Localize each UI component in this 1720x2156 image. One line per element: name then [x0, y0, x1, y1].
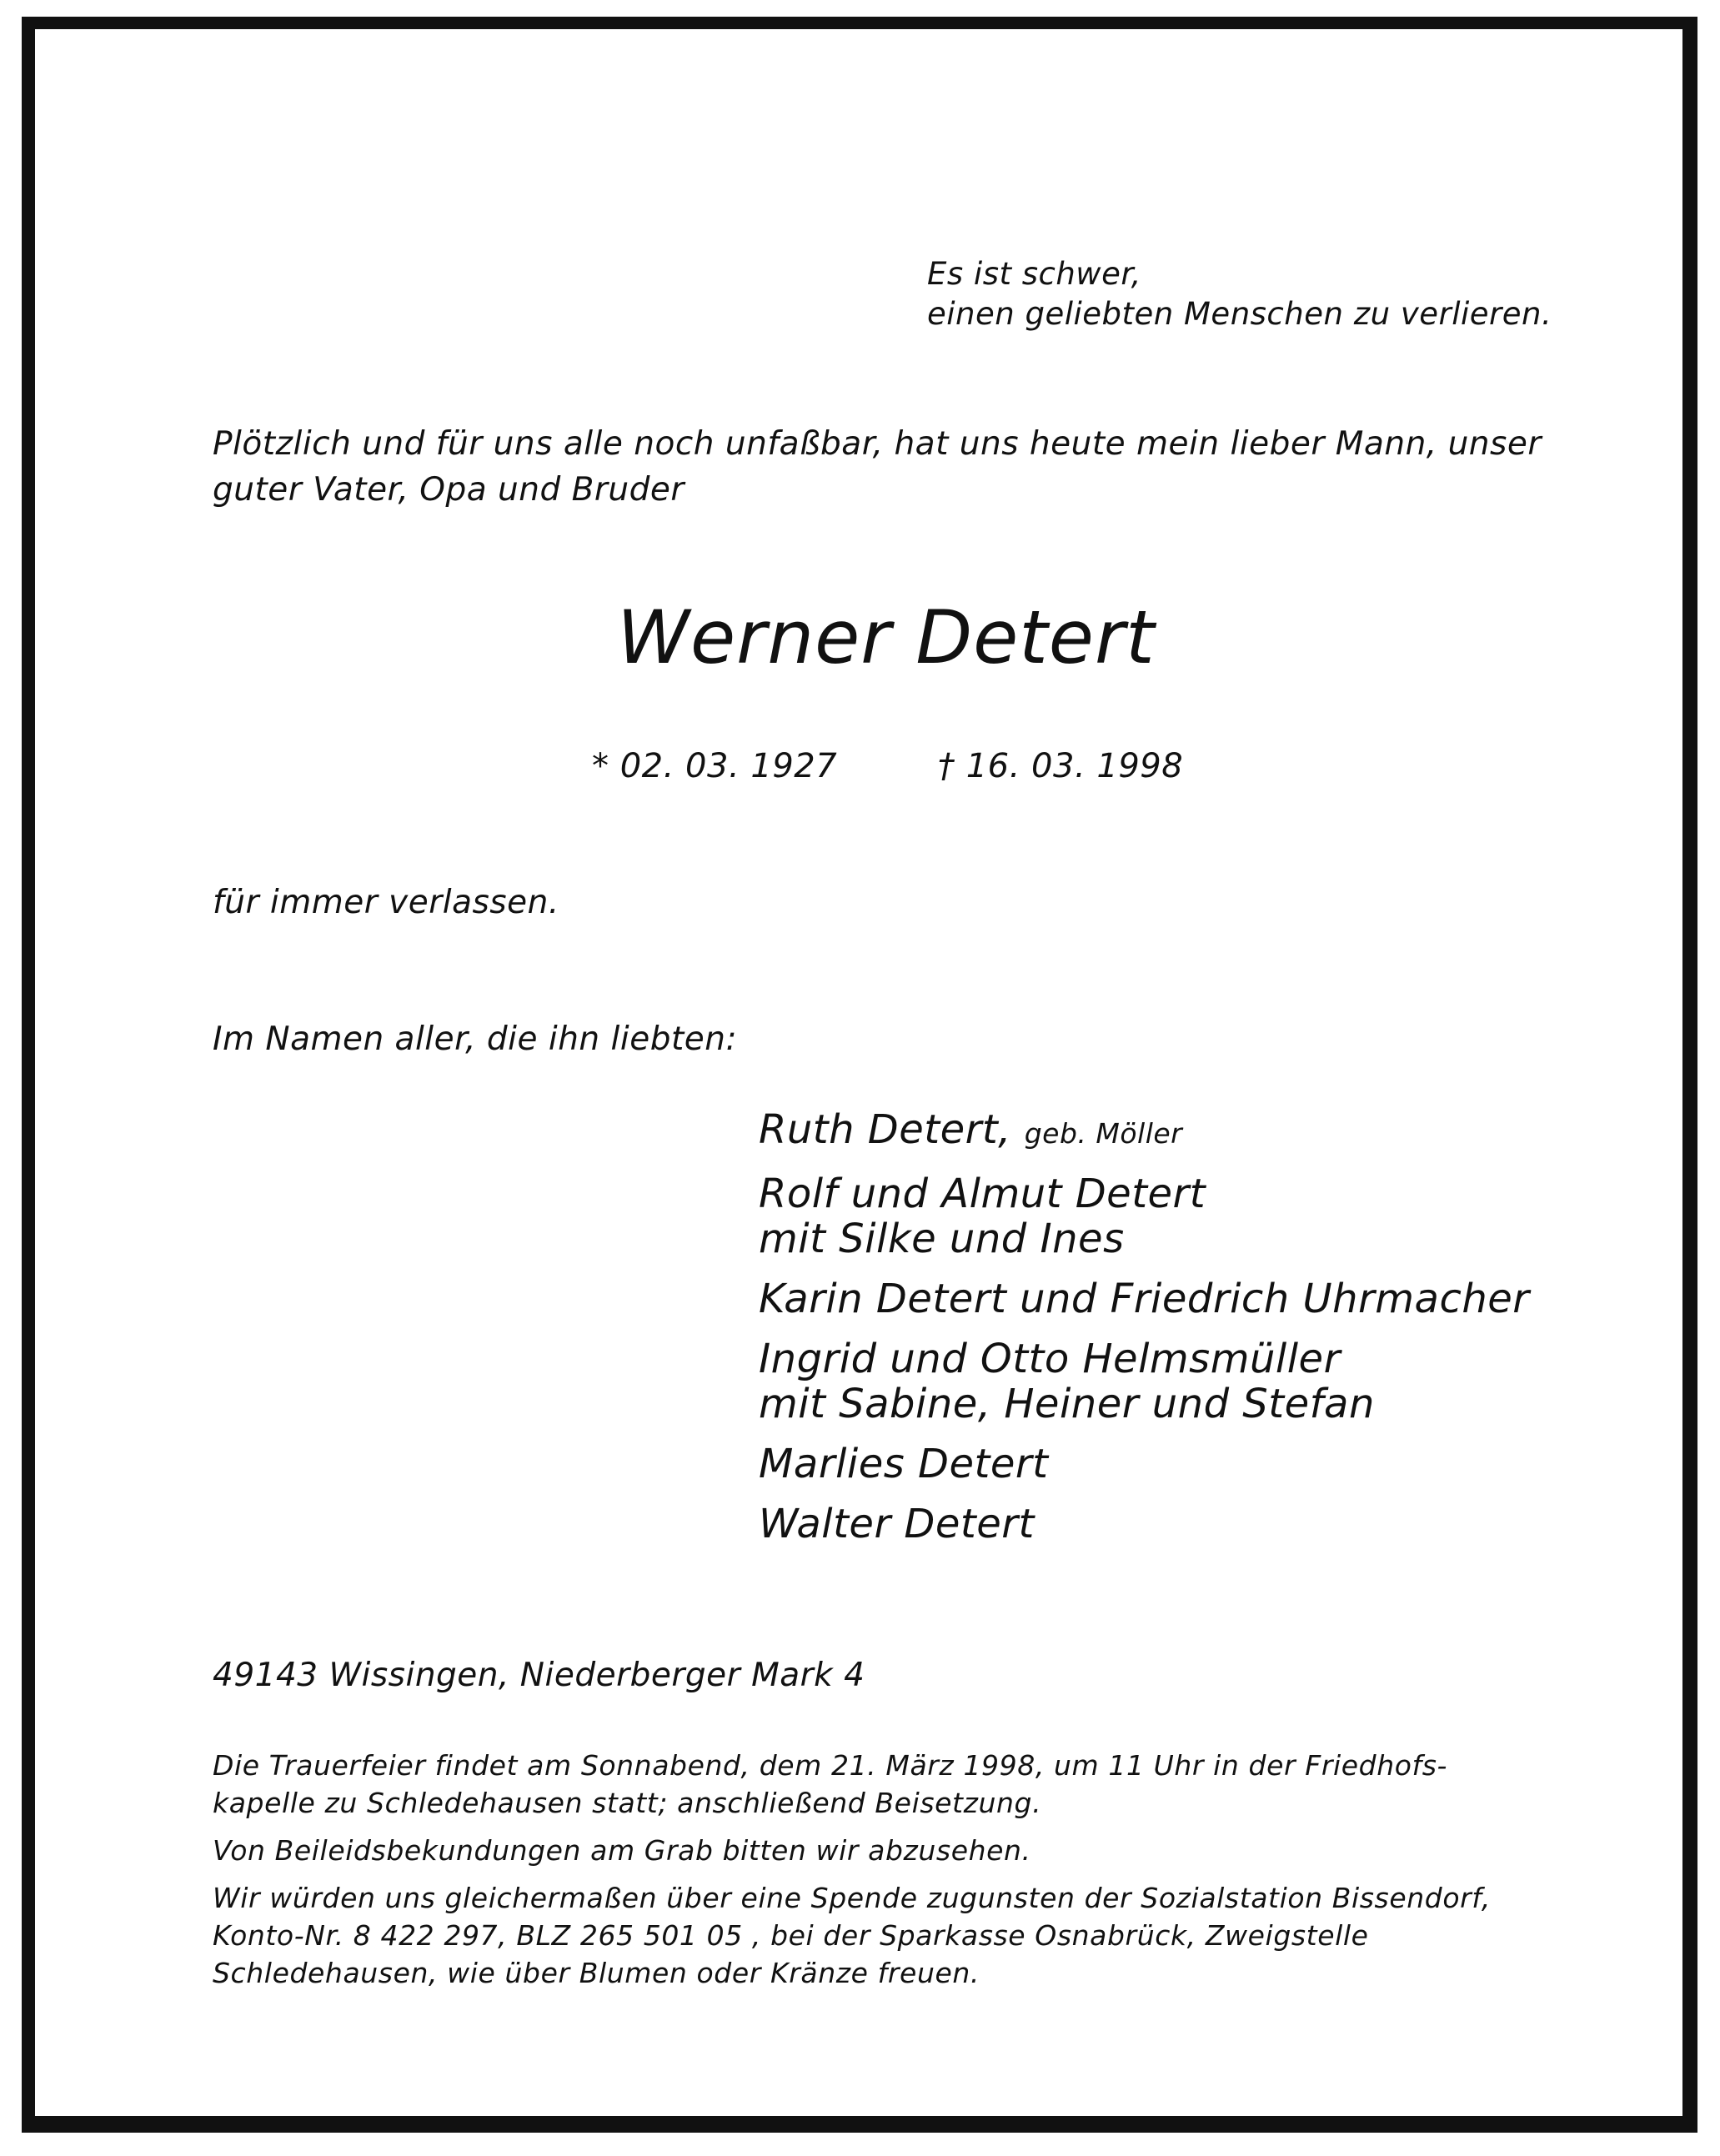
mourner-entry	[759, 1502, 1530, 1547]
motto-line-2: einen geliebten Menschen zu verlieren.	[927, 296, 1552, 332]
mourner-entry	[759, 1442, 1530, 1487]
donation-line-3: Schledehausen, wie über Blumen oder Kränze freuen.	[213, 1957, 980, 1989]
intro-line-2: guter Vater, Opa und Bruder	[213, 471, 684, 509]
death-date: † 16. 03. 1998	[938, 747, 1184, 785]
mourner-entry	[759, 1276, 1530, 1321]
funeral-line-2: kapelle zu Schledehausen statt; anschließend Beisetzung.	[213, 1787, 1042, 1819]
donation-line-2: Konto-Nr. 8 422 297, BLZ 265 501 05 , bei der Sparkasse Osnabrück, Zweigstelle	[213, 1919, 1369, 1952]
in-name-of-text: Im Namen aller, die ihn liebten:	[213, 1020, 738, 1058]
motto-line-1: Es ist schwer,	[927, 256, 1141, 292]
mourner-entry	[759, 1336, 1530, 1426]
donation-note	[213, 1879, 1530, 1992]
intro-line-1: Plötzlich und für uns alle noch unfaßbar, hat uns heute mein lieber Mann, unser	[213, 425, 1542, 463]
mourner-entry	[759, 1171, 1530, 1261]
mourner-name: Marlies Detert	[759, 1441, 1049, 1487]
mourners-list	[759, 1107, 1530, 1562]
address: 49143 Wissingen, Niederberger Mark 4	[213, 1657, 865, 1694]
condolence-note: Von Beileidsbekundungen am Grab bitten wir abzusehen.	[213, 1834, 1031, 1867]
motto	[927, 254, 1552, 334]
funeral-line-1: Die Trauerfeier findet am Sonnabend, dem 21. März 1998, um 11 Uhr in der Friedhofs-	[213, 1749, 1448, 1782]
mourner-name: Walter Detert	[759, 1501, 1035, 1547]
donation-line-1: Wir würden uns gleichermaßen über eine Spende zugunsten der Sozialstation Bissendorf,	[213, 1882, 1492, 1914]
intro-text	[213, 421, 1542, 513]
mourner-maiden-name: geb. Möller	[1024, 1117, 1183, 1150]
mourner-name: Ingrid und Otto Helmsmüller	[759, 1336, 1341, 1382]
mourner-entry	[759, 1107, 1530, 1156]
closing-text: für immer verlassen.	[213, 884, 559, 921]
funeral-info	[213, 1747, 1530, 1822]
funeral-notes	[213, 1747, 1530, 2002]
deceased-name: Werner Detert	[617, 594, 1156, 680]
birth-date: * 02. 03. 1927	[592, 747, 838, 785]
mourner-children: mit Silke und Ines	[759, 1216, 1125, 1262]
mourner-children: mit Sabine, Heiner und Stefan	[759, 1381, 1375, 1427]
mourner-name: Ruth Detert,	[759, 1106, 1011, 1153]
mourner-name: Rolf und Almut Detert	[759, 1171, 1206, 1217]
mourner-name: Karin Detert und Friedrich Uhrmacher	[759, 1276, 1530, 1322]
